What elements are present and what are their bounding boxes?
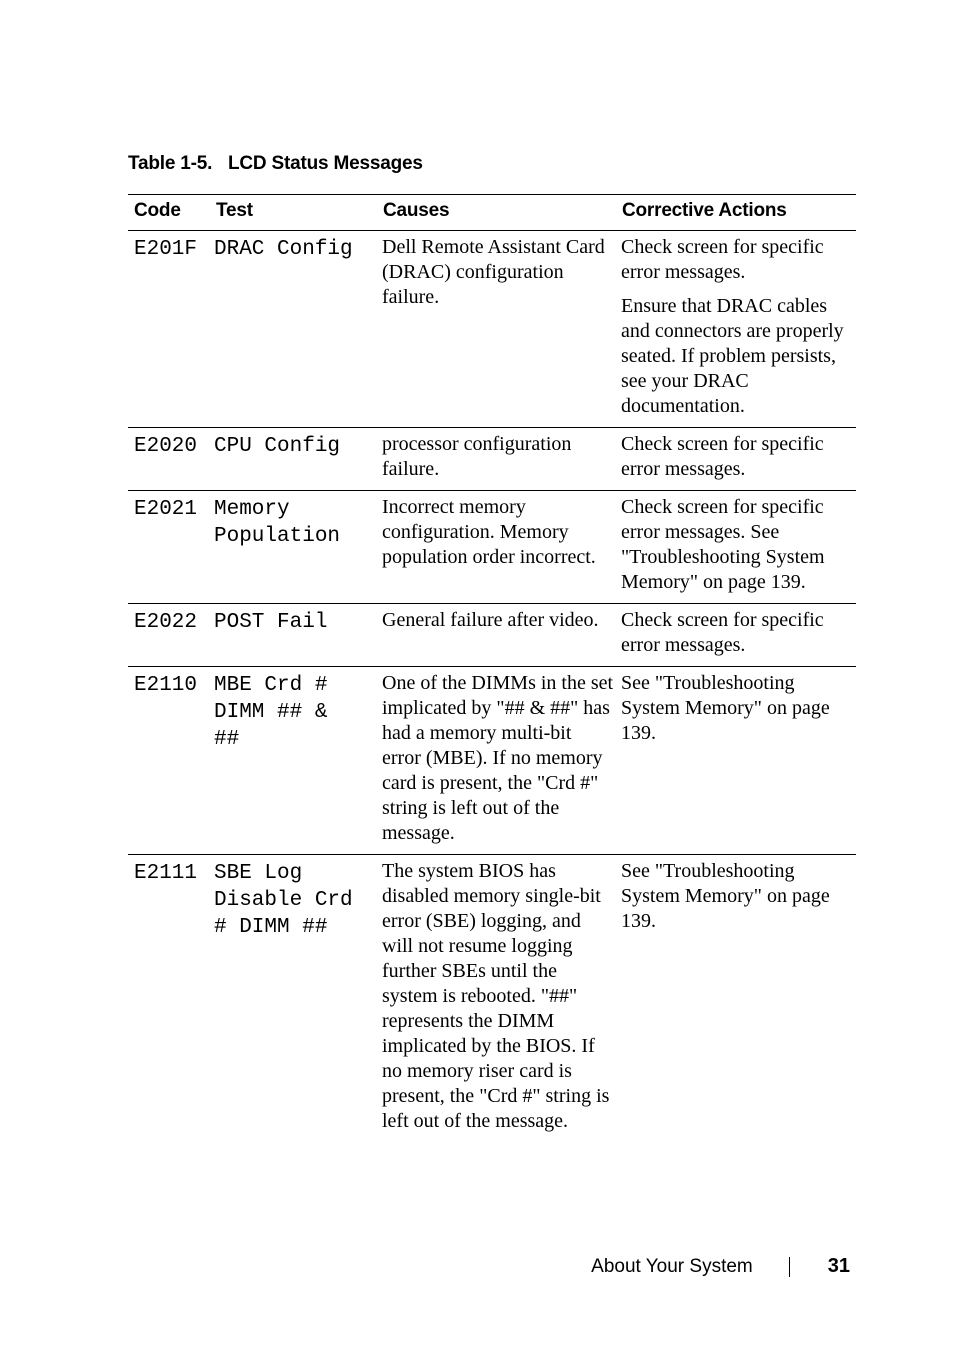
- cell-causes: [377, 428, 616, 491]
- action-text: Check screen for specific error messages.: [621, 609, 824, 656]
- cell-causes: [377, 491, 616, 604]
- cell-code: E201F: [128, 231, 210, 428]
- table-row: [128, 491, 856, 604]
- cell-test: CPU Config: [210, 428, 377, 491]
- action-text: Check screen for specific error messages.: [621, 433, 824, 480]
- cell-code: E2021: [128, 491, 210, 604]
- cell-test: SBE Log Disable Crd # DIMM ##: [214, 862, 353, 939]
- header-causes: Causes: [377, 195, 616, 231]
- causes-text: The system BIOS has disabled memory single-bit error (SBE) logging, and will not resume logging further SBEs until the system is rebooted. "##" represents the DIMM implicated by the BIOS. If no memory riser card is present, the "Crd #" string is left out of the message.: [382, 860, 610, 1132]
- header-code: Code: [128, 195, 210, 231]
- action-text: Check screen for specific error messages. See "Troubleshooting System Memory" on page 139.: [621, 496, 825, 593]
- table-header-row: [128, 195, 856, 231]
- cell-causes: [377, 667, 616, 855]
- action-text: Check screen for specific error messages.: [621, 236, 824, 283]
- action-text: Ensure that DRAC cables and connectors are properly seated. If problem persists, see your DRAC documentation.: [621, 295, 844, 417]
- header-test: Test: [210, 195, 377, 231]
- cell-causes: [377, 855, 616, 1143]
- table-row: [128, 667, 856, 855]
- cell-actions: [616, 428, 856, 491]
- header-corrective-actions: Corrective Actions: [616, 195, 856, 231]
- table-number: Table 1-5.: [128, 153, 213, 174]
- page-number: 31: [827, 1255, 850, 1277]
- cell-test: Memory Population: [210, 491, 377, 604]
- cell-code: E2020: [128, 428, 210, 491]
- cell-actions: [616, 855, 856, 1143]
- footer-divider: [789, 1257, 790, 1277]
- cell-test: MBE Crd # DIMM ## & ##: [210, 667, 377, 855]
- cell-test: DRAC Config: [210, 231, 377, 428]
- cell-actions: [616, 231, 856, 428]
- cell-code: E2111: [134, 862, 198, 885]
- cell-causes: [377, 231, 616, 428]
- causes-text: Incorrect memory configuration. Memory population order incorrect.: [382, 496, 596, 568]
- page-footer: [591, 1255, 850, 1278]
- causes-text: processor configuration failure.: [382, 433, 572, 480]
- causes-text: General failure after video.: [382, 609, 599, 631]
- action-text: See "Troubleshooting System Memory" on page 139.: [621, 860, 830, 932]
- cell-actions: [616, 667, 856, 855]
- table-caption: [128, 153, 423, 175]
- cell-causes: [377, 604, 616, 667]
- cell-actions: [616, 491, 856, 604]
- cell-code: E2110: [128, 667, 210, 855]
- table-row: [128, 604, 856, 667]
- causes-text: Dell Remote Assistant Card (DRAC) configuration failure.: [382, 236, 605, 308]
- cell-actions: [616, 604, 856, 667]
- table-row: [128, 428, 856, 491]
- cell-code: E2022: [128, 604, 210, 667]
- table-title: LCD Status Messages: [228, 153, 423, 174]
- lcd-status-table: [128, 194, 856, 1142]
- action-text: See "Troubleshooting System Memory" on page 139.: [621, 672, 830, 744]
- table-row: [128, 855, 856, 1143]
- table-row: [128, 231, 856, 428]
- footer-section-title: About Your System: [591, 1255, 753, 1277]
- causes-text: One of the DIMMs in the set implicated by "## & ##" has had a memory multi-bit error (MBE). If no memory card is present, the "Crd #" string is left out of the message.: [382, 672, 614, 844]
- cell-test: POST Fail: [210, 604, 377, 667]
